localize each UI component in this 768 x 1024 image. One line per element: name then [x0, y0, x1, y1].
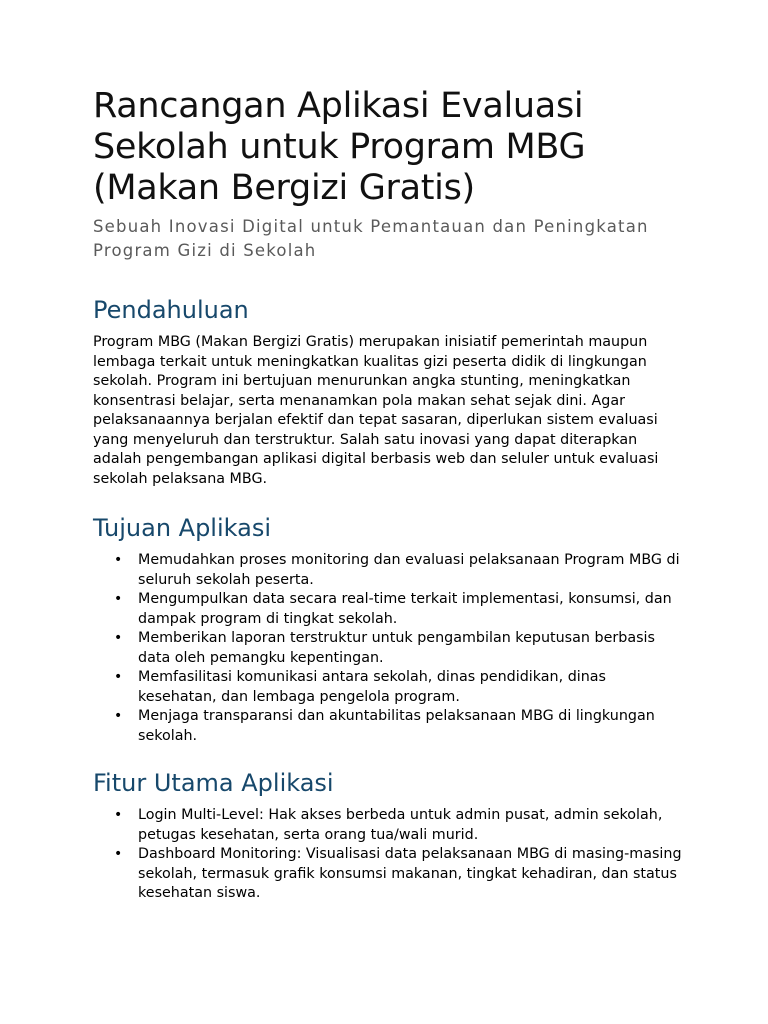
tujuan-list	[93, 551, 683, 746]
list-item-text: Menjaga transparansi dan akuntabilitas pelaksanaan MBG di lingkungan sekolah.	[138, 708, 655, 744]
bullet-icon: •	[114, 846, 123, 862]
bullet-icon: •	[114, 708, 123, 724]
bullet-icon: •	[114, 552, 123, 568]
bullet-icon: •	[114, 669, 123, 685]
section-heading-fitur: Fitur Utama Aplikasi	[93, 769, 334, 797]
list-item	[93, 707, 683, 746]
list-item	[93, 629, 683, 668]
list-item	[93, 806, 683, 845]
list-item-text: Dashboard Monitoring: Visualisasi data pelaksanaan MBG di masing-masing sekolah, termasuk grafik konsumsi makanan, tingkat kehadiran, dan status kesehatan siswa.	[138, 846, 682, 901]
section-heading-pendahuluan: Pendahuluan	[93, 296, 249, 324]
document-title: Rancangan Aplikasi Evaluasi Sekolah untuk Program MBG (Makan Bergizi Gratis)	[93, 86, 586, 208]
document-page	[93, 86, 683, 904]
bullet-icon: •	[114, 630, 123, 646]
list-item-text: Memberikan laporan terstruktur untuk pengambilan keputusan berbasis data oleh pemangku kepentingan.	[138, 630, 655, 666]
list-item	[93, 590, 683, 629]
pendahuluan-paragraph: Program MBG (Makan Bergizi Gratis) merupakan inisiatif pemerintah maupun lembaga terkait untuk meningkatkan kualitas gizi peserta didik di lingkungan sekolah. Program ini bertujuan menurunkan angka stunting, meningkatkan konsentrasi belajar, serta menanamkan pola makan sehat sejak dini. Agar pelaksanaannya berjalan efektif dan tepat sasaran, diperlukan sistem evaluasi yang menyeluruh dan terstruktur. Salah satu inovasi yang dapat diterapkan adalah pengembangan aplikasi digital berbasis web dan seluler untuk evaluasi sekolah pelaksana MBG.	[93, 334, 659, 487]
section-heading-tujuan: Tujuan Aplikasi	[93, 514, 271, 542]
list-item-text: Memfasilitasi komunikasi antara sekolah, dinas pendidikan, dinas kesehatan, dan lembaga pengelola program.	[138, 669, 607, 705]
bullet-icon: •	[114, 807, 123, 823]
list-item-text: Mengumpulkan data secara real-time terkait implementasi, konsumsi, dan dampak program di tingkat sekolah.	[138, 591, 672, 627]
list-item	[93, 845, 683, 904]
list-item-text: Memudahkan proses monitoring dan evaluasi pelaksanaan Program MBG di seluruh sekolah peserta.	[138, 552, 680, 588]
list-item	[93, 551, 683, 590]
list-item-text: Login Multi-Level: Hak akses berbeda untuk admin pusat, admin sekolah, petugas kesehatan, serta orang tua/wali murid.	[138, 807, 663, 843]
list-item	[93, 668, 683, 707]
fitur-list	[93, 806, 683, 904]
document-subtitle: Sebuah Inovasi Digital untuk Pemantauan dan Peningkatan Program Gizi di Sekolah	[93, 217, 649, 260]
bullet-icon: •	[114, 591, 123, 607]
